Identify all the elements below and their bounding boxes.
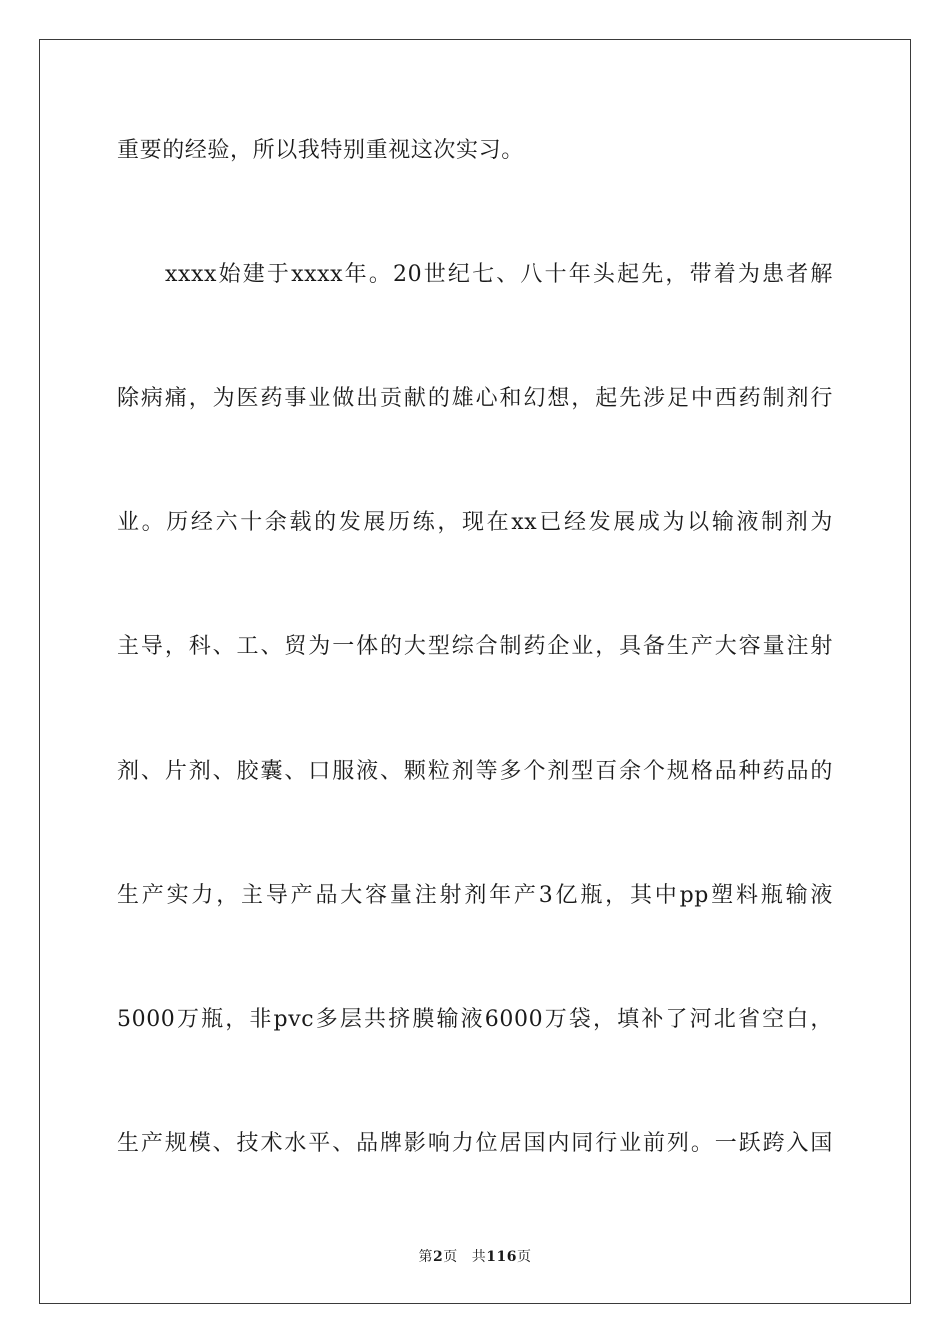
text-line: 剂、片剂、胶囊、口服液、颗粒剂等多个剂型百余个规格品种药品的 <box>117 759 833 784</box>
total-prefix: 共 <box>471 1249 487 1265</box>
text-line: 主导，科、工、贸为一体的大型综合制药企业，具备生产大容量注射 <box>117 634 833 659</box>
text-line: 业。历经六十余载的发展历练，现在xx已经发展成为以输液制剂为 <box>117 510 833 535</box>
text-line: xxxx始建于xxxx年。20世纪七、八十年头起先，带着为患者解 <box>165 262 833 287</box>
page-prefix: 第 <box>418 1249 433 1265</box>
page-suffix: 页 <box>443 1249 458 1265</box>
page-border <box>39 39 911 1304</box>
text-line: 生产实力，主导产品大容量注射剂年产3亿瓶，其中pp塑料瓶输液 <box>117 883 833 908</box>
page-number: 2 <box>433 1249 444 1265</box>
total-suffix: 页 <box>516 1249 532 1265</box>
text-line: 生产规模、技术水平、品牌影响力位居国内同行业前列。一跃跨入国 <box>117 1131 833 1156</box>
page-footer <box>0 1248 950 1266</box>
total-pages: 116 <box>486 1249 517 1265</box>
text-line: 5000万瓶，非pvc多层共挤膜输液6000万袋，填补了河北省空白， <box>117 1007 833 1032</box>
text-line: 除病痛，为医药事业做出贡献的雄心和幻想，起先涉足中西药制剂行 <box>117 386 833 411</box>
text-line: 重要的经验，所以我特别重视这次实习。 <box>117 138 524 163</box>
